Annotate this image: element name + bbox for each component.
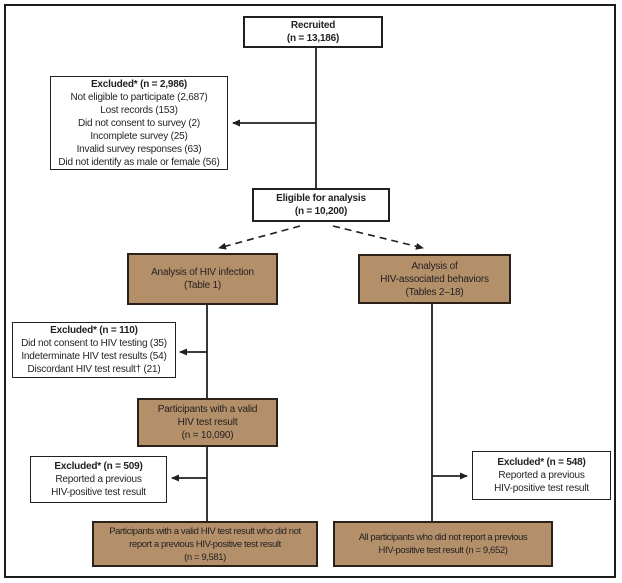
node-line: Participants with a valid HIV test result who did not: [109, 525, 301, 537]
node-line: (Table 1): [183, 280, 222, 291]
node-line: Indeterminate HIV test results (54): [21, 351, 167, 362]
node-title: Excluded* (n = 509): [54, 461, 143, 472]
node-line: Not eligible to participate (2,687): [70, 91, 208, 103]
node-analysis-infection: [127, 253, 278, 305]
node-title: Excluded* (n = 2,986): [90, 78, 188, 90]
node-line: Discordant HIV test result† (21): [27, 364, 161, 375]
node-line: (n = 9,581): [184, 551, 226, 563]
node-line: All participants who did not report a previous: [358, 532, 528, 543]
node-valid-result: [137, 398, 278, 447]
node-line: Participants with a valid: [157, 404, 258, 415]
node-line: (n = 10,200): [294, 206, 348, 217]
node-eligible: [252, 188, 390, 222]
node-line: Recruited: [290, 20, 336, 31]
node-line: Did not consent to survey (2): [77, 117, 201, 129]
node-title: Excluded* (n = 110): [50, 325, 138, 336]
node-title: Excluded* (n = 548): [497, 457, 586, 468]
node-line: Eligible for analysis: [276, 193, 366, 204]
node-line: HIV-associated behaviors: [380, 273, 489, 285]
node-line: HIV test result: [177, 417, 238, 428]
node-line: Analysis of: [411, 260, 458, 272]
node-line: (Tables 2–18): [405, 286, 464, 298]
node-line: HIV-positive test result (n = 9,652): [378, 545, 508, 556]
node-excluded-548: [472, 451, 611, 500]
node-line: Did not consent to HIV testing (35): [21, 338, 167, 349]
node-line: Lost records (153): [100, 104, 178, 116]
connector-dashed-right-branch: [333, 226, 423, 248]
node-valid-no-previous: [92, 521, 318, 567]
node-line: Reported a previous: [498, 470, 585, 481]
node-line: Analysis of HIV infection: [151, 267, 254, 278]
node-line: (n = 13,186): [286, 33, 340, 44]
node-line: Reported a previous: [55, 474, 142, 485]
node-line: report a previous HIV-positive test result: [129, 538, 281, 550]
node-line: HIV-positive test result: [51, 487, 146, 498]
node-line: HIV-positive test result: [494, 483, 589, 494]
connector-dashed-left-branch: [219, 226, 300, 248]
node-excluded-survey: [50, 76, 228, 170]
node-recruited: [243, 16, 383, 48]
node-all-no-previous: [333, 521, 553, 567]
node-analysis-behaviors: [358, 254, 511, 304]
node-line: Invalid survey responses (63): [76, 143, 202, 155]
node-line: Incomplete survey (25): [90, 130, 188, 142]
node-excluded-testing: [12, 322, 176, 378]
node-line: Did not identify as male or female (56): [58, 156, 220, 168]
node-excluded-509: [30, 456, 167, 503]
node-line: (n = 10,090): [181, 430, 234, 441]
